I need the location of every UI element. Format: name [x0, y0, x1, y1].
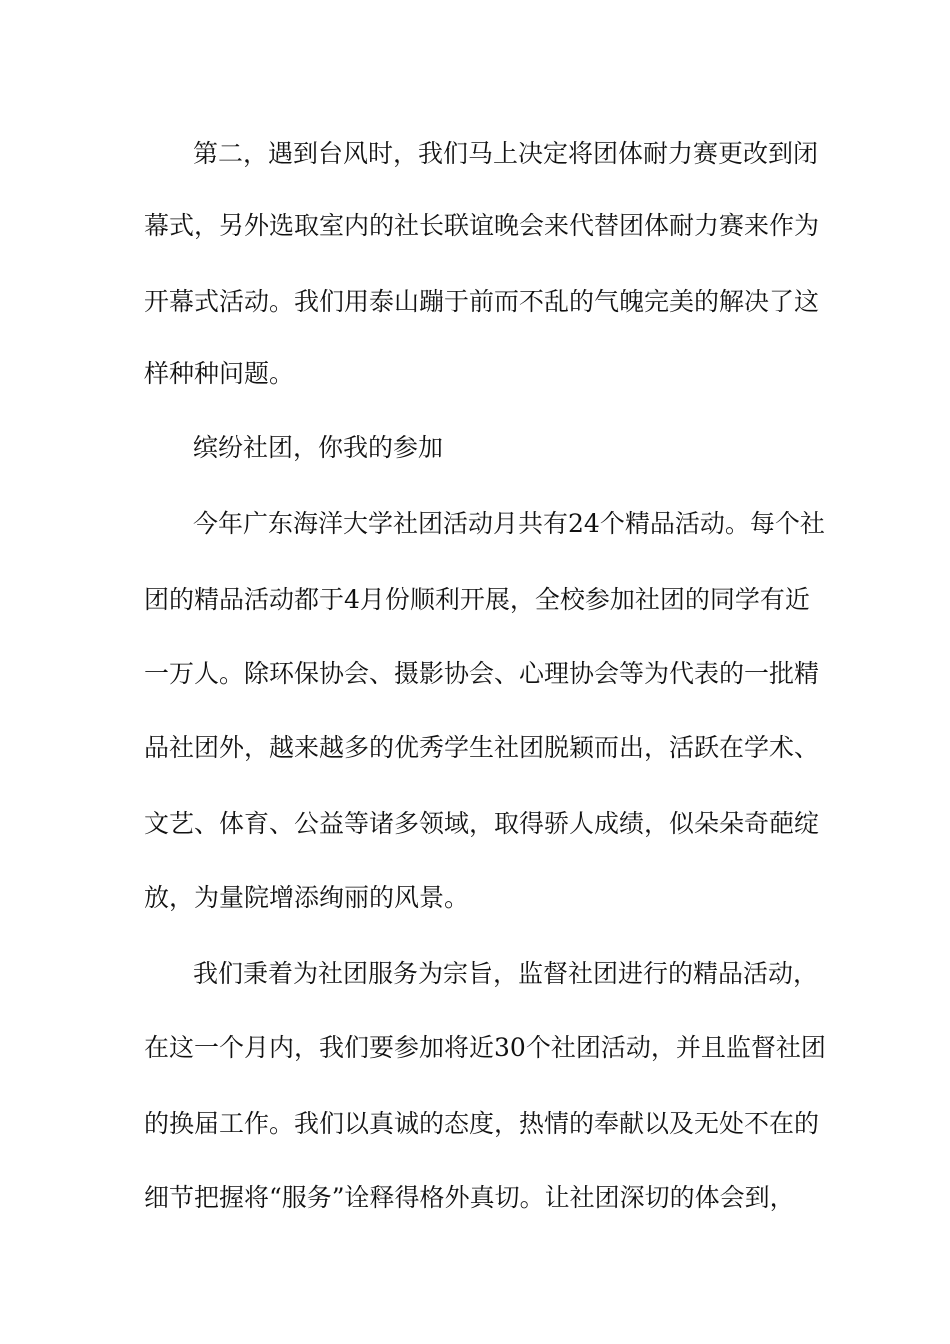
- paragraph-line: 放，为量院增添绚丽的风景。: [144, 883, 470, 912]
- paragraph-line: 今年广东海洋大学社团活动月共有24个精品活动。每个社: [193, 509, 825, 538]
- paragraph-line: 一万人。除环保协会、摄影协会、心理协会等为代表的一批精: [144, 659, 820, 688]
- section-heading: 缤纷社团，你我的参加: [193, 433, 444, 462]
- paragraph-line: 开幕式活动。我们用泰山蹦于前而不乱的气魄完美的解决了这: [144, 287, 820, 316]
- paragraph-line: 幕式，另外选取室内的社长联谊晚会来代替团体耐力赛来作为: [144, 211, 820, 240]
- paragraph-line: 团的精品活动都于4月份顺利开展，全校参加社团的同学有近: [144, 585, 810, 614]
- paragraph-line: 品社团外，越来越多的优秀学生社团脱颖而出，活跃在学术、: [144, 733, 820, 762]
- paragraph-line: 样种种问题。: [144, 359, 295, 388]
- paragraph-line: 第二，遇到台风时，我们马上决定将团体耐力赛更改到闭: [193, 139, 819, 168]
- paragraph-line: 的换届工作。我们以真诚的态度，热情的奉献以及无处不在的: [144, 1109, 820, 1138]
- paragraph-line: 细节把握将“服务”诠释得格外真切。让社团深切的体会到，: [144, 1183, 795, 1212]
- paragraph-line: 我们秉着为社团服务为宗旨，监督社团进行的精品活动，: [193, 959, 819, 988]
- paragraph-line: 文艺、体育、公益等诸多领域，取得骄人成绩，似朵朵奇葩绽: [144, 809, 820, 838]
- paragraph-line: 在这一个月内，我们要参加将近30个社团活动，并且监督社团: [144, 1033, 826, 1062]
